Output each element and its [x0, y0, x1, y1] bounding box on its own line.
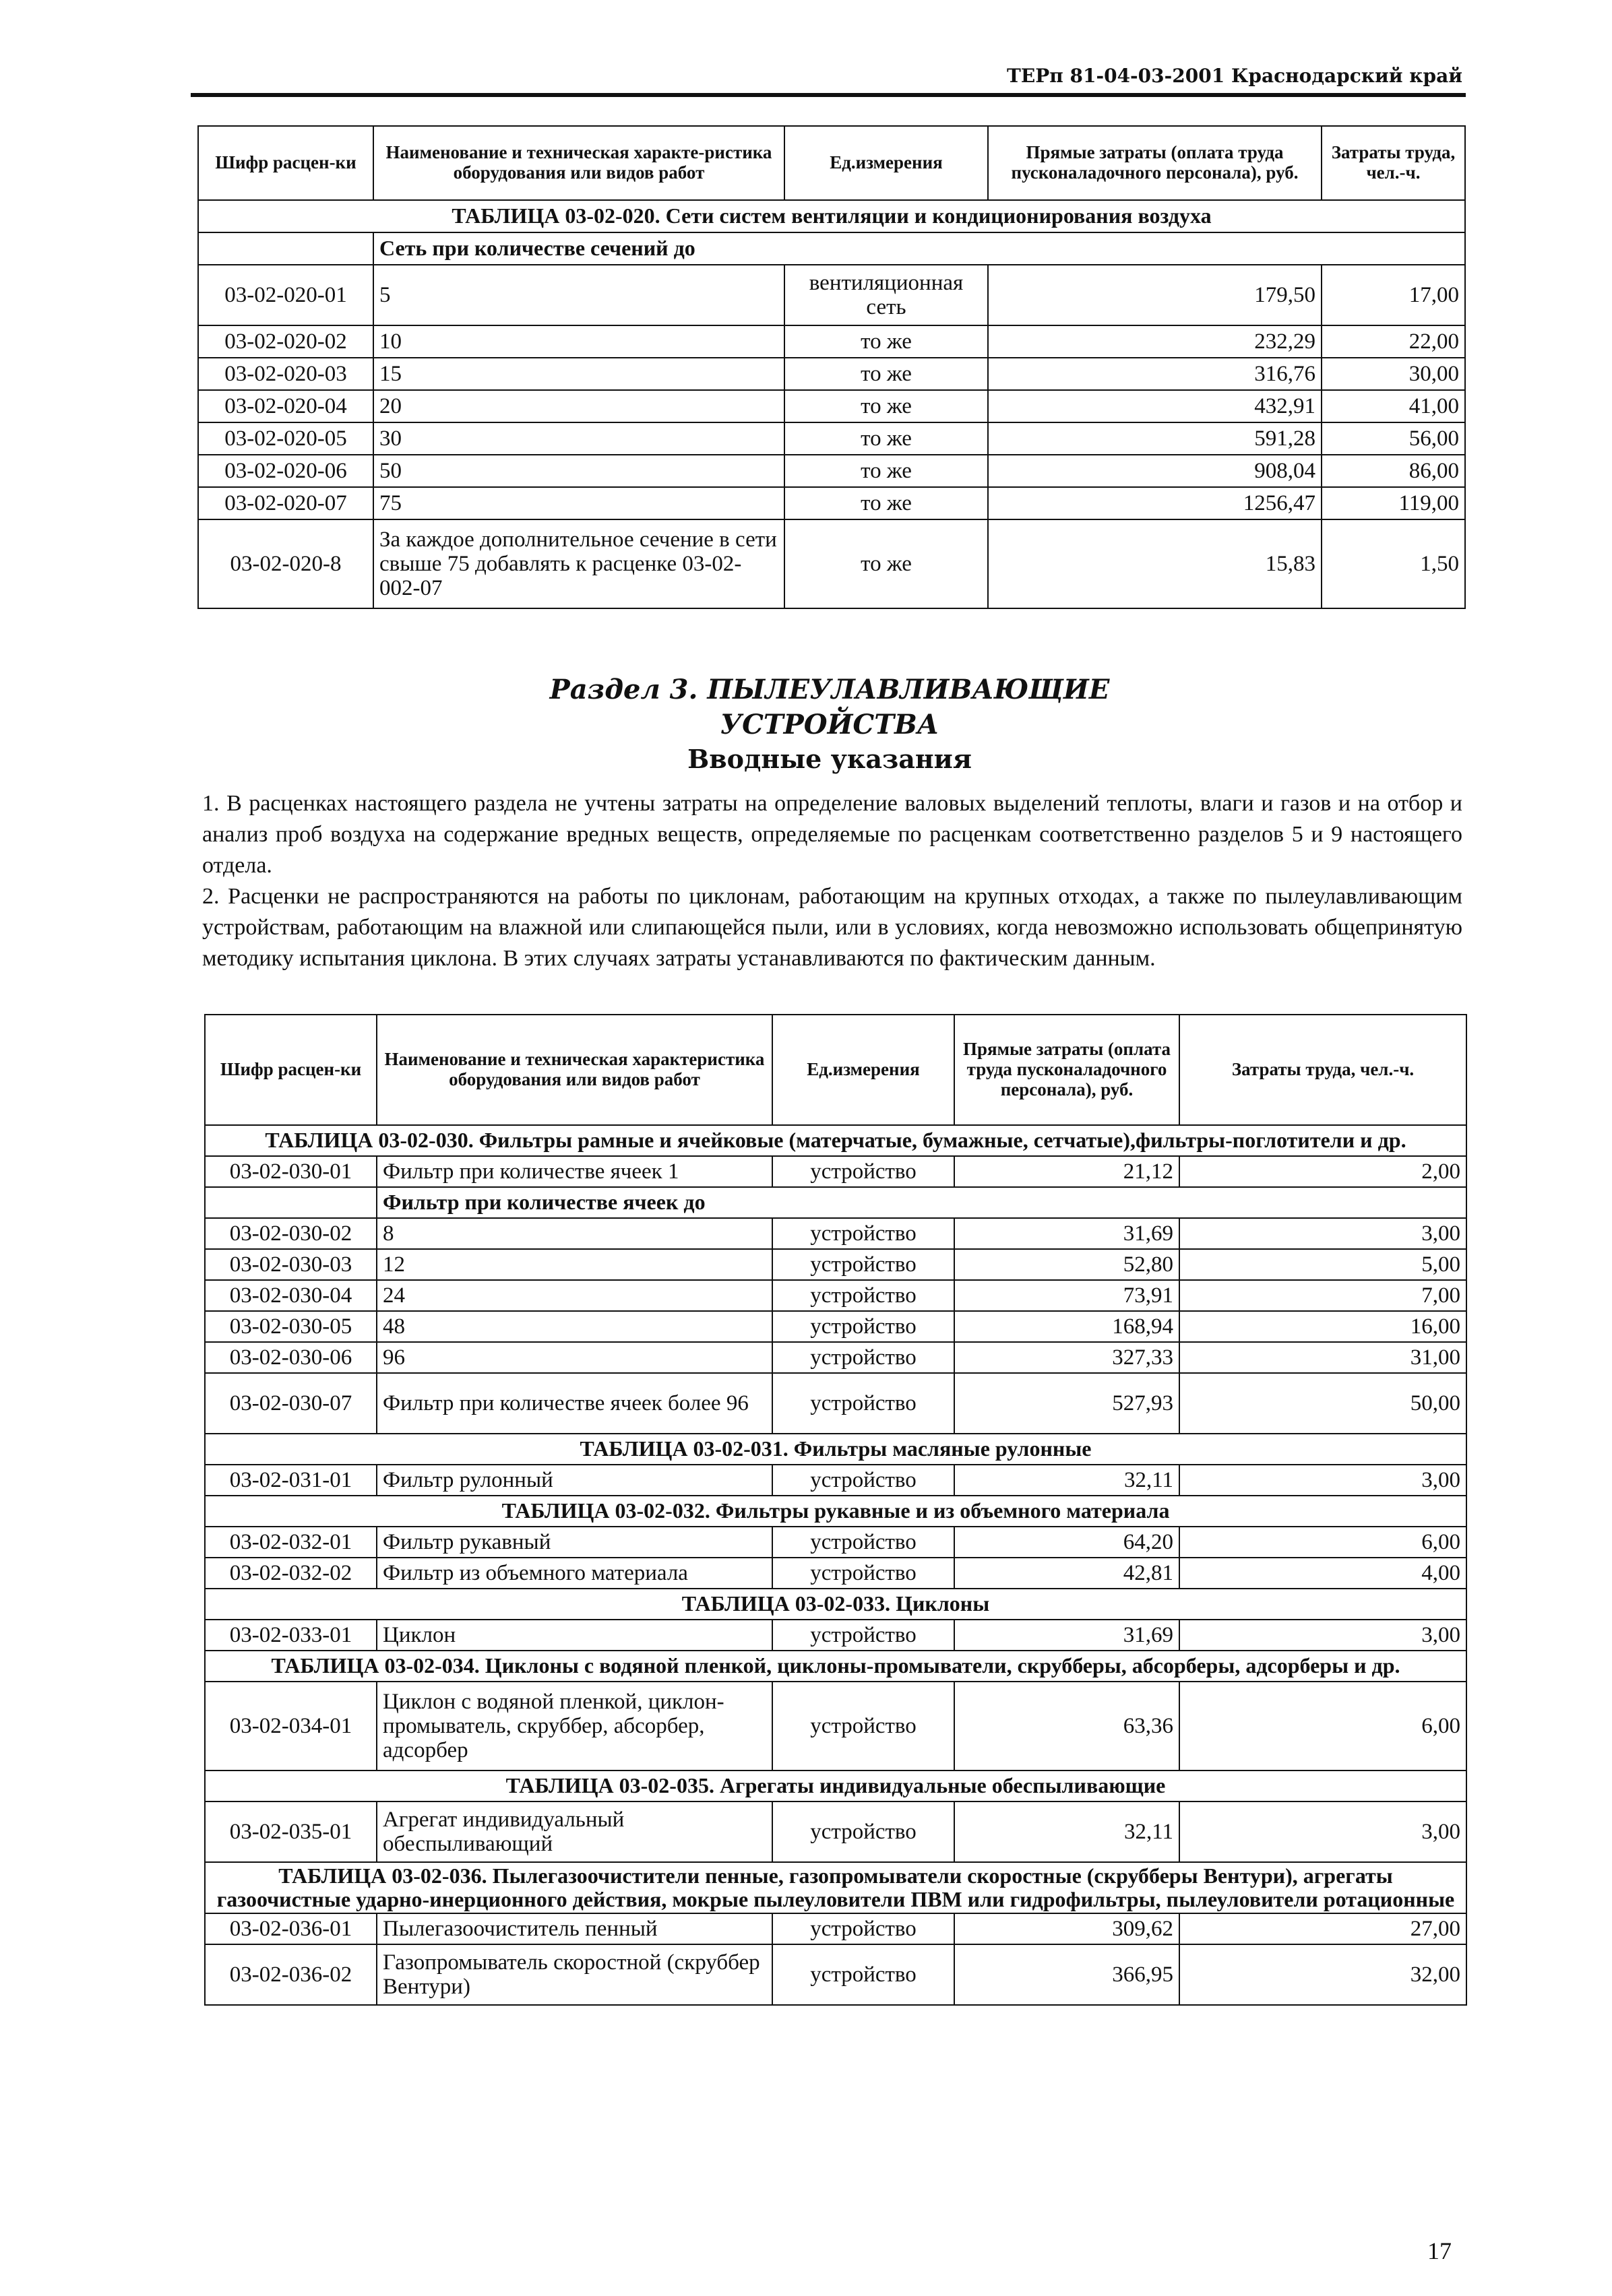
table-row [205, 1944, 1466, 2005]
rate-unit: то же [784, 390, 988, 422]
rate-unit: устройство [772, 1558, 954, 1589]
rate-labor: 2,00 [1179, 1156, 1466, 1187]
table-caption: ТАБЛИЦА 03-02-036. Пылегазоочистители пенные, газопромыватели скоростные (скрубберы Вентури), агрегаты газоочистные ударно-инерционного действия, мокрые пылеуловители ПВМ или гидрофильтры, пылеуловители ротационные [205, 1862, 1466, 1913]
table-row [205, 1249, 1466, 1280]
rate-code: 03-02-032-02 [205, 1558, 377, 1589]
running-header: ТЕРп 81-04-03-2001 Краснодарский край [1007, 65, 1462, 87]
table-row [205, 1913, 1466, 1944]
rate-unit: устройство [772, 1527, 954, 1558]
col-header-name: Наименование и техническая характе-ристика оборудования или видов работ [373, 126, 784, 200]
rate-name: Фильтр из объемного материала [377, 1558, 772, 1589]
rate-cost: 73,91 [954, 1280, 1179, 1311]
rate-unit: то же [784, 358, 988, 390]
rate-unit: устройство [772, 1218, 954, 1249]
table-row [205, 1280, 1466, 1311]
rate-labor: 30,00 [1322, 358, 1465, 390]
group-label: Сеть при количестве сечений до [373, 232, 1465, 265]
rate-labor: 31,00 [1179, 1342, 1466, 1373]
rate-code: 03-02-030-01 [205, 1156, 377, 1187]
rate-cost: 327,33 [954, 1342, 1179, 1373]
rate-name: Циклон [377, 1620, 772, 1651]
rate-cost: 309,62 [954, 1913, 1179, 1944]
rate-labor: 27,00 [1179, 1913, 1466, 1944]
rate-cost: 316,76 [988, 358, 1322, 390]
intro-paragraph-2: 2. Расценки не распространяются на работы по циклонам, работающим на крупных отходах, а также по пылеулавливающим устройствам, работающим на влажной или слипающейся пыли, или в условиях, когда невозможно использовать общепринятую методику испытания циклона. В этих случаях затраты устанавливаются по фактическим данным. [202, 884, 1462, 971]
page-number: 17 [1427, 2237, 1452, 2264]
table-caption-row [205, 1589, 1466, 1620]
table-caption-row [205, 1434, 1466, 1465]
rate-code: 03-02-020-06 [198, 455, 373, 487]
rate-cost: 591,28 [988, 422, 1322, 455]
table-row [205, 1342, 1466, 1373]
rate-unit: то же [784, 455, 988, 487]
col-header-unit: Ед.измерения [772, 1015, 954, 1125]
rate-labor: 3,00 [1179, 1218, 1466, 1249]
section-subtitle: Вводные указания [687, 744, 972, 774]
rate-unit: устройство [772, 1944, 954, 2005]
rate-labor: 119,00 [1322, 487, 1465, 519]
rate-name: 30 [373, 422, 784, 455]
rate-cost: 179,50 [988, 265, 1322, 325]
rate-name: 5 [373, 265, 784, 325]
table-row [205, 1311, 1466, 1342]
rate-code: 03-02-036-01 [205, 1913, 377, 1944]
empty-cell [205, 1187, 377, 1218]
rate-labor: 3,00 [1179, 1801, 1466, 1862]
table-header-row [198, 126, 1465, 200]
rate-unit: то же [784, 519, 988, 608]
section-title: Раздел 3. ПЫЛЕУЛАВЛИВАЮЩИЕ [549, 674, 1110, 705]
table-row [205, 1527, 1466, 1558]
rate-name: Газопромыватель скоростной (скруббер Вентури) [377, 1944, 772, 2005]
col-header-code: Шифр расцен-ки [198, 126, 373, 200]
rate-cost: 908,04 [988, 455, 1322, 487]
table-row [205, 1373, 1466, 1434]
rate-unit: то же [784, 487, 988, 519]
rate-labor: 41,00 [1322, 390, 1465, 422]
rate-name: Фильтр при количестве ячеек 1 [377, 1156, 772, 1187]
rate-cost: 31,69 [954, 1218, 1179, 1249]
group-row [198, 232, 1465, 265]
rate-code: 03-02-020-8 [198, 519, 373, 608]
rate-code: 03-02-020-07 [198, 487, 373, 519]
rate-name: Фильтр рукавный [377, 1527, 772, 1558]
rate-unit: устройство [772, 1156, 954, 1187]
table-row [198, 519, 1465, 608]
col-header-name: Наименование и техническая характеристика оборудования или видов работ [377, 1015, 772, 1125]
table-row [205, 1801, 1466, 1862]
rate-cost: 232,29 [988, 325, 1322, 358]
rate-labor: 1,50 [1322, 519, 1465, 608]
rate-labor: 4,00 [1179, 1558, 1466, 1589]
intro-paragraph-1: 1. В расценках настоящего раздела не учтены затраты на определение валовых выделений теплоты, влаги и газов и на отбор и анализ проб воздуха на содержание вредных веществ, определяемые по расценкам соответственно разделов 5 и 9 настоящего отдела. [202, 791, 1462, 879]
rate-code: 03-02-020-04 [198, 390, 373, 422]
table-caption-row [205, 1125, 1466, 1156]
rate-labor: 16,00 [1179, 1311, 1466, 1342]
rate-unit: устройство [772, 1465, 954, 1496]
rate-name: 15 [373, 358, 784, 390]
rate-unit: устройство [772, 1342, 954, 1373]
table-row [205, 1218, 1466, 1249]
col-header-labor: Затраты труда, чел.-ч. [1322, 126, 1465, 200]
rate-unit: устройство [772, 1311, 954, 1342]
rate-labor: 6,00 [1179, 1527, 1466, 1558]
col-header-cost: Прямые затраты (оплата труда пусконаладочного персонала), руб. [988, 126, 1322, 200]
rate-cost: 32,11 [954, 1801, 1179, 1862]
table-caption-row [198, 200, 1465, 232]
rate-unit: устройство [772, 1801, 954, 1862]
table-caption: ТАБЛИЦА 03-02-035. Агрегаты индивидуальные обеспыливающие [205, 1771, 1466, 1801]
header-rule [191, 93, 1466, 97]
rate-code: 03-02-030-06 [205, 1342, 377, 1373]
rate-labor: 3,00 [1179, 1620, 1466, 1651]
rate-unit: устройство [772, 1913, 954, 1944]
rate-name: Пылегазоочиститель пенный [377, 1913, 772, 1944]
rate-name: 96 [377, 1342, 772, 1373]
rate-code: 03-02-033-01 [205, 1620, 377, 1651]
table-caption: ТАБЛИЦА 03-02-030. Фильтры рамные и ячейковые (матерчатые, бумажные, сетчатые),фильтры-поглотители и др. [205, 1125, 1466, 1156]
rate-code: 03-02-034-01 [205, 1682, 377, 1771]
rate-unit: устройство [772, 1682, 954, 1771]
table-caption: ТАБЛИЦА 03-02-020. Сети систем вентиляции и кондиционирования воздуха [198, 200, 1465, 232]
rate-code: 03-02-030-05 [205, 1311, 377, 1342]
table-row [198, 487, 1465, 519]
rate-code: 03-02-030-03 [205, 1249, 377, 1280]
rate-name: Агрегат индивидуальный обеспыливающий [377, 1801, 772, 1862]
table-caption: ТАБЛИЦА 03-02-031. Фильтры масляные рулонные [205, 1434, 1466, 1465]
rate-labor: 17,00 [1322, 265, 1465, 325]
table-caption-row [205, 1771, 1466, 1801]
rate-labor: 5,00 [1179, 1249, 1466, 1280]
rates-table-03-02-030-036 [204, 1014, 1467, 2006]
rate-unit: то же [784, 325, 988, 358]
empty-cell [198, 232, 373, 265]
rate-name: 48 [377, 1311, 772, 1342]
rate-unit: устройство [772, 1280, 954, 1311]
table-caption-row [205, 1651, 1466, 1682]
rate-cost: 31,69 [954, 1620, 1179, 1651]
rate-code: 03-02-020-01 [198, 265, 373, 325]
rate-code: 03-02-032-01 [205, 1527, 377, 1558]
table-row [198, 325, 1465, 358]
rate-cost: 15,83 [988, 519, 1322, 608]
rate-cost: 52,80 [954, 1249, 1179, 1280]
rate-name: Фильтр при количестве ячеек более 96 [377, 1373, 772, 1434]
rate-unit: вентиляционная сеть [784, 265, 988, 325]
rate-labor: 56,00 [1322, 422, 1465, 455]
rate-labor: 50,00 [1179, 1373, 1466, 1434]
col-header-code: Шифр расцен-ки [205, 1015, 377, 1125]
table-header-row [205, 1015, 1466, 1125]
rate-cost: 432,91 [988, 390, 1322, 422]
rate-labor: 7,00 [1179, 1280, 1466, 1311]
rate-code: 03-02-030-07 [205, 1373, 377, 1434]
table-caption: ТАБЛИЦА 03-02-032. Фильтры рукавные и из объемного материала [205, 1496, 1466, 1527]
rate-labor: 6,00 [1179, 1682, 1466, 1771]
rate-name: 20 [373, 390, 784, 422]
rate-name: Циклон с водяной пленкой, циклон-промыватель, скруббер, абсорбер, адсорбер [377, 1682, 772, 1771]
rate-code: 03-02-030-04 [205, 1280, 377, 1311]
rate-cost: 42,81 [954, 1558, 1179, 1589]
rate-code: 03-02-020-03 [198, 358, 373, 390]
table-caption: ТАБЛИЦА 03-02-033. Циклоны [205, 1589, 1466, 1620]
table-caption-row [205, 1862, 1466, 1913]
rate-name: 50 [373, 455, 784, 487]
table-row [198, 265, 1465, 325]
rate-labor: 3,00 [1179, 1465, 1466, 1496]
table-row [205, 1682, 1466, 1771]
rate-name: 75 [373, 487, 784, 519]
rate-name: За каждое дополнительное сечение в сети свыше 75 добавлять к расценке 03-02-002-07 [373, 519, 784, 608]
col-header-labor: Затраты труда, чел.-ч. [1179, 1015, 1466, 1125]
rate-name: 12 [377, 1249, 772, 1280]
rate-unit: устройство [772, 1373, 954, 1434]
rate-unit: устройство [772, 1249, 954, 1280]
rates-table-03-02-020 [197, 125, 1466, 609]
col-header-cost: Прямые затраты (оплата труда пусконаладочного персонала), руб. [954, 1015, 1179, 1125]
rate-labor: 22,00 [1322, 325, 1465, 358]
col-header-unit: Ед.измерения [784, 126, 988, 200]
table-row [198, 422, 1465, 455]
rate-code: 03-02-020-02 [198, 325, 373, 358]
table-row [198, 390, 1465, 422]
rate-cost: 32,11 [954, 1465, 1179, 1496]
rate-code: 03-02-031-01 [205, 1465, 377, 1496]
rate-cost: 168,94 [954, 1311, 1179, 1342]
rate-cost: 21,12 [954, 1156, 1179, 1187]
table-row [205, 1465, 1466, 1496]
rate-code: 03-02-030-02 [205, 1218, 377, 1249]
table-row [205, 1156, 1466, 1187]
table-caption-row [205, 1496, 1466, 1527]
group-label: Фильтр при количестве ячеек до [377, 1187, 1466, 1218]
rate-code: 03-02-036-02 [205, 1944, 377, 2005]
rate-cost: 1256,47 [988, 487, 1322, 519]
rate-name: 24 [377, 1280, 772, 1311]
rate-name: 10 [373, 325, 784, 358]
rate-cost: 527,93 [954, 1373, 1179, 1434]
rate-name: Фильтр рулонный [377, 1465, 772, 1496]
table-row [198, 455, 1465, 487]
rate-code: 03-02-035-01 [205, 1801, 377, 1862]
section-title-continued: УСТРОЙСТВА [720, 709, 939, 740]
rate-code: 03-02-020-05 [198, 422, 373, 455]
rate-cost: 63,36 [954, 1682, 1179, 1771]
rate-unit: устройство [772, 1620, 954, 1651]
rate-unit: то же [784, 422, 988, 455]
rate-labor: 32,00 [1179, 1944, 1466, 2005]
rate-labor: 86,00 [1322, 455, 1465, 487]
rate-cost: 366,95 [954, 1944, 1179, 2005]
rate-name: 8 [377, 1218, 772, 1249]
group-row [205, 1187, 1466, 1218]
rate-cost: 64,20 [954, 1527, 1179, 1558]
table-row [205, 1620, 1466, 1651]
table-caption: ТАБЛИЦА 03-02-034. Циклоны с водяной пленкой, циклоны-промыватели, скрубберы, абсорберы, адсорберы и др. [205, 1651, 1466, 1682]
table-row [198, 358, 1465, 390]
table-row [205, 1558, 1466, 1589]
